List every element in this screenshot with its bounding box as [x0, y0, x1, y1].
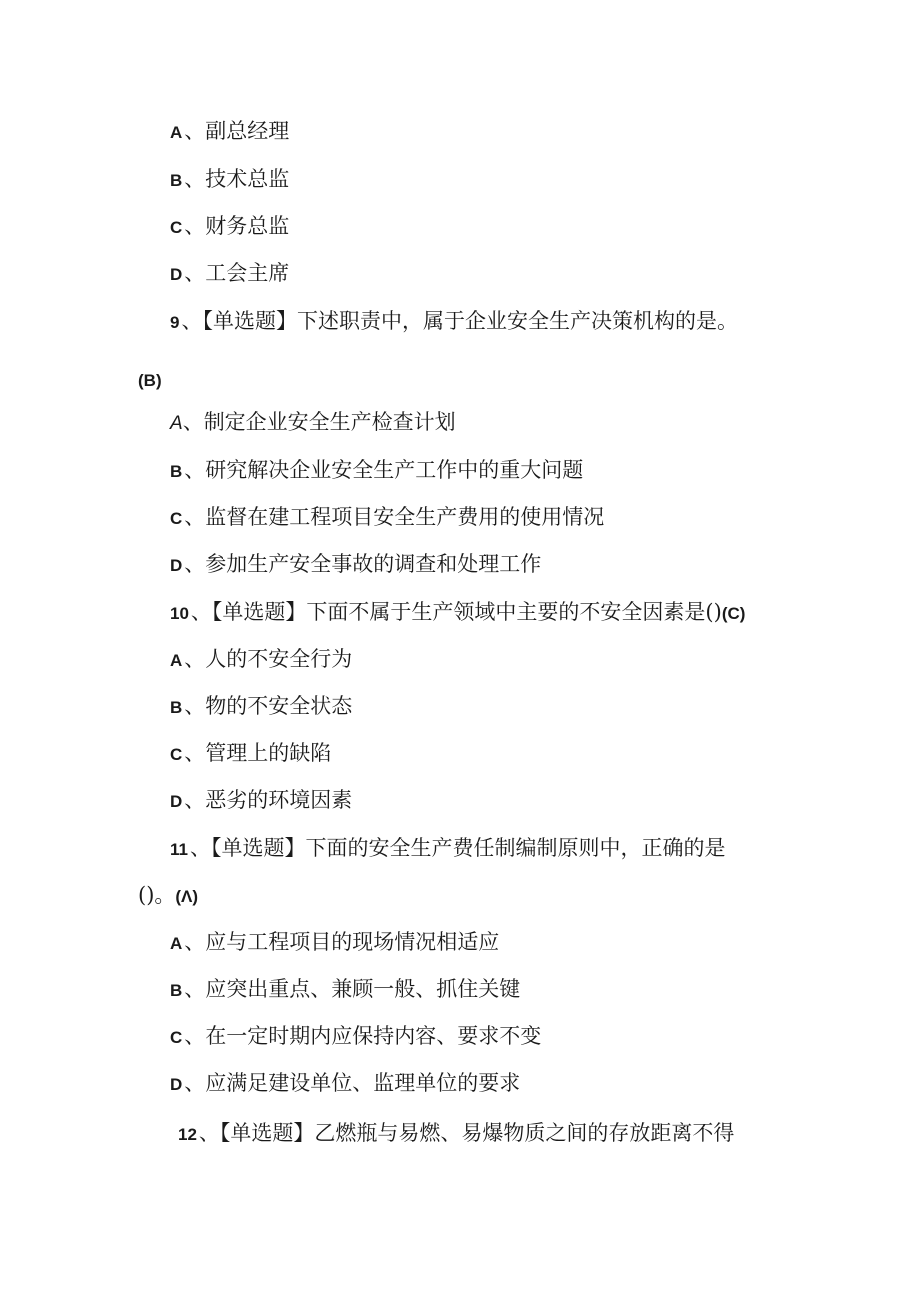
option-letter: B — [170, 462, 183, 481]
question-sep: 、 — [189, 836, 211, 860]
option-letter: B — [170, 171, 183, 190]
question-text: 【单选题】下述职责中，属于企业安全生产决策机构的是。 — [202, 309, 738, 333]
question-text: 【单选题】乙燃瓶与易燃、易爆物质之间的存放距离不得 — [219, 1121, 735, 1145]
option-text: 工会主席 — [205, 261, 290, 285]
option-sep: 、 — [184, 214, 206, 238]
option-text: 制定企业安全生产检查计划 — [203, 410, 456, 434]
option-letter: C — [170, 509, 183, 528]
option-sep: 、 — [184, 552, 206, 576]
question-sep: 、 — [198, 1121, 220, 1145]
q10-option-b — [170, 692, 352, 722]
option-text: 在一定时期内应保持内容、要求不变 — [205, 1024, 542, 1048]
option-text: 恶劣的环境因素 — [205, 788, 353, 812]
option-letter: A — [170, 934, 183, 953]
question-text: 【单选题】下面不属于生产领域中主要的不安全因素是() — [211, 600, 722, 624]
q9-option-d — [170, 550, 541, 580]
q12-stem — [178, 1119, 734, 1149]
option-sep: 、 — [184, 694, 206, 718]
option-letter: D — [170, 1075, 183, 1094]
option-letter: C — [170, 745, 183, 764]
option-letter: D — [170, 792, 183, 811]
question-sep: 、 — [181, 309, 203, 333]
option-sep: 、 — [184, 1024, 206, 1048]
option-sep: 、 — [184, 261, 206, 285]
q11-option-d — [170, 1069, 520, 1099]
option-text: 人的不安全行为 — [205, 647, 353, 671]
q11-stem-cont — [138, 881, 198, 911]
q11-option-c — [170, 1022, 541, 1052]
option-text: 应与工程项目的现场情况相适应 — [205, 930, 500, 954]
option-letter: D — [170, 556, 183, 575]
option-sep: 、 — [184, 930, 206, 954]
option-sep: 、 — [184, 1071, 206, 1095]
question-number: 10 — [170, 604, 189, 623]
option-letter: C — [170, 218, 183, 237]
q10-option-d — [170, 786, 352, 816]
option-text: 监督在建工程项目安全生产费用的使用情况 — [205, 505, 605, 529]
option-sep: 、 — [184, 167, 206, 191]
option-text: 物的不安全状态 — [205, 694, 353, 718]
answer-key: (Λ) — [175, 887, 199, 906]
question-text-cont: ()。 — [138, 883, 176, 907]
answer-key: (B) — [138, 371, 162, 390]
q8-option-a — [170, 117, 289, 147]
option-letter: A — [170, 651, 183, 670]
option-letter: A — [170, 123, 183, 142]
q9-answer — [138, 365, 162, 395]
q8-option-b — [170, 165, 289, 195]
q10-option-c — [170, 739, 331, 769]
option-letter: C — [170, 1028, 183, 1047]
question-number: 11 — [170, 840, 188, 859]
option-sep: 、 — [184, 977, 206, 1001]
option-sep: 、 — [184, 647, 206, 671]
q9-option-b — [170, 456, 583, 486]
option-text: 管理上的缺陷 — [205, 741, 332, 765]
option-text: 财务总监 — [205, 214, 290, 238]
option-sep: 、 — [182, 410, 204, 434]
option-letter: D — [170, 265, 183, 284]
q11-option-a — [170, 928, 499, 958]
option-sep: 、 — [184, 458, 206, 482]
question-number: 12 — [178, 1125, 197, 1144]
q10-stem — [170, 598, 745, 628]
answer-key: (C) — [721, 604, 746, 623]
q9-option-a — [170, 408, 456, 438]
option-text: 应满足建设单位、监理单位的要求 — [205, 1071, 521, 1095]
option-text: 副总经理 — [205, 119, 290, 143]
q9-option-c — [170, 503, 604, 533]
option-letter: A — [170, 413, 183, 434]
option-sep: 、 — [184, 741, 206, 765]
option-text: 参加生产安全事故的调查和处理工作 — [205, 552, 542, 576]
question-sep: 、 — [190, 600, 212, 624]
option-sep: 、 — [184, 788, 206, 812]
q11-stem — [170, 834, 725, 864]
option-text: 研究解决企业安全生产工作中的重大问题 — [205, 458, 584, 482]
option-letter: B — [170, 981, 183, 1000]
q8-option-c — [170, 212, 289, 242]
q10-option-a — [170, 645, 352, 675]
question-text: 【单选题】下面的安全生产费任制编制原则中，正确的是 — [210, 836, 726, 860]
option-sep: 、 — [184, 505, 206, 529]
q11-option-b — [170, 975, 520, 1005]
option-sep: 、 — [184, 119, 206, 143]
q8-option-d — [170, 259, 289, 289]
option-text: 应突出重点、兼顾一般、抓住关键 — [205, 977, 521, 1001]
question-number: 9 — [170, 313, 180, 332]
option-text: 技术总监 — [205, 167, 290, 191]
option-letter: B — [170, 698, 183, 717]
q9-stem — [170, 307, 738, 337]
